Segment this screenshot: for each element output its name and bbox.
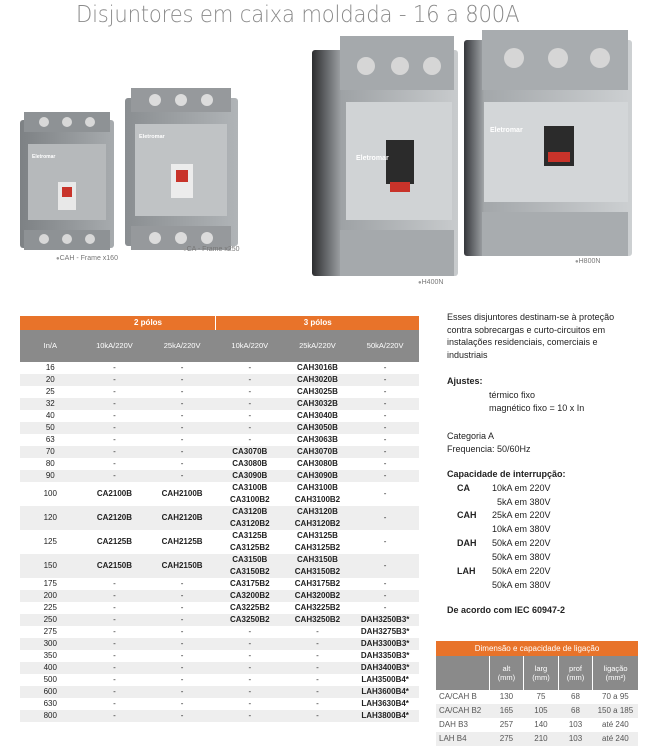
- table-row: [20, 650, 419, 662]
- cell-current: 40: [45, 411, 55, 420]
- cell-model: -: [216, 662, 284, 674]
- table-row: [20, 482, 419, 506]
- table-row: [20, 686, 419, 698]
- caption-cah: ● CAH - Frame x160: [56, 255, 118, 262]
- cell-model: -: [113, 459, 116, 468]
- cell-current: 90: [20, 470, 81, 482]
- cell-model: -: [216, 710, 284, 722]
- cell-model: -: [351, 422, 419, 434]
- cell-model: CAH3080B: [296, 459, 338, 468]
- table-row: [20, 458, 419, 470]
- cell-model: -: [81, 614, 149, 626]
- cell-current: 16: [45, 363, 55, 372]
- cell-model: -: [81, 446, 149, 458]
- cell-model: -: [113, 363, 116, 372]
- cell-model: CAH3025B: [296, 387, 338, 396]
- cap-value: 5kA em 380V: [497, 497, 551, 507]
- dim-value: 103: [568, 720, 583, 729]
- dim-value: 210: [524, 732, 559, 746]
- cell-model: -: [81, 710, 149, 722]
- cell-model: -: [248, 435, 252, 444]
- ajustes-magnetico: magnético fixo = 10 x In: [489, 403, 585, 413]
- cell-model: CA2100B: [96, 489, 132, 498]
- breaker-cah-photo: [18, 112, 116, 254]
- table-row: [20, 374, 419, 386]
- cell-model: -: [180, 699, 184, 708]
- dim-value: até 240: [593, 732, 638, 746]
- table-row: [20, 698, 419, 710]
- cell-model: CAH3125B CAH3125B2: [294, 531, 341, 552]
- table-row: [20, 578, 419, 590]
- group-2-poles: 2 pólos: [81, 316, 216, 330]
- dim-value: 150 a 185: [593, 704, 638, 718]
- cell-model: CAH3070B: [284, 446, 352, 458]
- brand-logo: Eletromar: [32, 154, 56, 160]
- cell-model: -: [316, 699, 319, 708]
- table-row: [20, 602, 419, 614]
- cell-model: CAH3175B2: [294, 579, 341, 588]
- cell-model: -: [113, 603, 116, 612]
- cell-model: DAH3350B3*: [360, 651, 410, 660]
- cell-current: 225: [43, 603, 57, 612]
- cell-model: -: [148, 398, 216, 410]
- cell-model: -: [113, 627, 116, 636]
- table-row: [20, 434, 419, 446]
- norma-text: De acordo com IEC 60947-2: [447, 605, 566, 615]
- col-header-in: In/A: [20, 330, 81, 362]
- cell-model: -: [148, 422, 216, 434]
- breaker-selection-table: [20, 316, 419, 722]
- table-row: [20, 422, 419, 434]
- cell-model: CA3080B: [232, 459, 268, 468]
- cell-model: -: [316, 675, 319, 684]
- page-title: Disjuntores em caixa moldada - 16 a 800A: [76, 2, 520, 28]
- cell-model: -: [81, 686, 149, 698]
- dim-value: 68: [558, 704, 593, 718]
- col-header-3p-10ka: 10kA/220V: [216, 330, 284, 362]
- dim-row: [436, 732, 638, 746]
- cell-model: -: [148, 638, 216, 650]
- cap-value: 50kA em 220V: [492, 538, 551, 548]
- cell-model: -: [81, 470, 149, 482]
- cell-model: -: [148, 710, 216, 722]
- cell-model: -: [248, 363, 252, 372]
- cell-model: CA3070B: [216, 446, 284, 458]
- cell-model: -: [113, 675, 116, 684]
- brand-logo: Eletromar: [356, 155, 389, 162]
- cell-model: CA3090B: [216, 470, 284, 482]
- cell-model: -: [248, 387, 252, 396]
- cell-model: CAH2120B: [148, 506, 216, 530]
- dim-header-prof: prof (mm): [558, 656, 593, 690]
- cell-model: DAH3300B3*: [351, 638, 419, 650]
- cell-model: CA3200B2: [216, 590, 284, 602]
- cell-model: CA3100B CA3100B2: [229, 483, 270, 504]
- cap-label-lah: LAH: [457, 566, 476, 576]
- cell-model: -: [351, 446, 419, 458]
- cell-model: -: [180, 411, 184, 420]
- dimensions-body: [436, 690, 638, 746]
- cell-current: 600: [20, 686, 81, 698]
- dim-value: 165: [489, 704, 524, 718]
- cell-model: CAH2125B: [161, 537, 203, 546]
- cell-model: -: [180, 651, 184, 660]
- brand-logo: Eletromar: [139, 134, 165, 140]
- cell-current: 32: [20, 398, 81, 410]
- cell-model: -: [180, 627, 184, 636]
- cell-current: 300: [20, 638, 81, 650]
- cell-model: -: [81, 662, 149, 674]
- dim-value: 257: [499, 720, 514, 729]
- col-header-2p-25ka: 25kA/220V: [148, 330, 216, 362]
- table-row: [20, 554, 419, 578]
- cell-model: CAH3090B: [284, 470, 352, 482]
- cell-model: -: [383, 537, 387, 546]
- caption-ca: ● CA - Frame x250: [183, 246, 240, 253]
- dim-value: 130: [499, 692, 514, 701]
- dim-model: CA/CAH B: [439, 692, 477, 701]
- cell-model: -: [81, 638, 149, 650]
- cell-model: CA3125B CA3125B2: [229, 531, 270, 552]
- cell-model: -: [316, 651, 319, 660]
- dim-row: [436, 718, 638, 732]
- table-row: [20, 638, 419, 650]
- table-row: [20, 410, 419, 422]
- cell-model: DAH3400B3*: [351, 662, 419, 674]
- dim-row: [436, 690, 638, 704]
- cell-model: CA3120B CA3120B2: [216, 506, 284, 530]
- cell-current: 630: [43, 699, 57, 708]
- cell-model: -: [284, 662, 352, 674]
- dim-value: até 240: [602, 720, 629, 729]
- cap-label-ca: CA: [457, 483, 470, 493]
- cell-model: -: [248, 411, 252, 420]
- ajustes-title: Ajustes:: [447, 376, 483, 386]
- dim-value: 70 a 95: [602, 692, 629, 701]
- cell-model: -: [81, 398, 149, 410]
- cap-value: 50kA em 220V: [492, 566, 551, 576]
- table-row: [20, 398, 419, 410]
- cell-model: -: [383, 603, 387, 612]
- cell-model: -: [351, 470, 419, 482]
- cell-model: -: [180, 579, 184, 588]
- table-body: [20, 362, 419, 722]
- table-row: [20, 362, 419, 374]
- cell-model: LAH3500B4*: [361, 675, 409, 684]
- cell-model: -: [180, 435, 184, 444]
- cell-current: 80: [45, 459, 55, 468]
- cell-model: CAH2100B: [161, 489, 203, 498]
- cell-current: 25: [45, 387, 55, 396]
- cell-model: -: [248, 651, 252, 660]
- cap-value: 50kA em 380V: [492, 552, 551, 562]
- breaker-ca-photo: [123, 88, 240, 251]
- cell-model: -: [351, 398, 419, 410]
- dim-header-alt: alt (mm): [489, 656, 524, 690]
- dim-value: 275: [489, 732, 524, 746]
- table-row: [20, 386, 419, 398]
- cell-model: CAH3040B: [296, 411, 338, 420]
- ajustes-termico: térmico fixo: [489, 390, 536, 400]
- cap-value: 10kA em 220V: [492, 483, 551, 493]
- cell-model: -: [148, 614, 216, 626]
- cell-model: -: [148, 374, 216, 386]
- breaker-h800n-photo: [462, 30, 634, 258]
- dim-model: CA/CAH B2: [436, 704, 489, 718]
- cell-model: CA2120B: [81, 506, 149, 530]
- description-text: Esses disjuntores destinam-se à proteção contra sobrecargas e curto-circuitos em instalações residenciais, comerciais e industriais: [447, 312, 615, 360]
- cell-model: CAH3120B CAH3120B2: [284, 506, 352, 530]
- cap-label-dah: DAH: [457, 538, 477, 548]
- dim-value: 75: [536, 692, 546, 701]
- cell-model: CAH3100B CAH3100B2: [294, 483, 341, 504]
- cap-label-cah: CAH: [457, 510, 477, 520]
- brand-logo: Eletromar: [490, 127, 523, 134]
- table-row: [20, 530, 419, 554]
- cell-model: CAH3200B2: [284, 590, 352, 602]
- cell-model: CAH2150B: [148, 554, 216, 578]
- cap-value: 10kA em 380V: [492, 524, 551, 534]
- cell-current: 350: [43, 651, 57, 660]
- cell-model: CAH3050B: [284, 422, 352, 434]
- cell-model: CAH3016B: [296, 363, 338, 372]
- cell-model: CA2150B: [81, 554, 149, 578]
- cell-model: -: [216, 686, 284, 698]
- cell-model: -: [113, 651, 116, 660]
- table-row: [20, 590, 419, 602]
- cell-model: CAH3063B: [296, 435, 338, 444]
- cell-model: -: [81, 374, 149, 386]
- cell-model: -: [148, 662, 216, 674]
- cell-model: -: [248, 675, 252, 684]
- cell-model: -: [180, 363, 184, 372]
- cell-model: -: [284, 686, 352, 698]
- cell-model: -: [113, 579, 116, 588]
- dim-model: DAH B3: [439, 720, 468, 729]
- cell-model: -: [383, 363, 387, 372]
- cell-model: CA3225B2: [229, 603, 270, 612]
- cell-current: 125: [43, 537, 57, 546]
- cell-model: -: [148, 470, 216, 482]
- cell-model: -: [248, 627, 252, 636]
- cell-model: -: [216, 398, 284, 410]
- dim-model: LAH B4: [436, 732, 489, 746]
- cell-current: 800: [20, 710, 81, 722]
- cell-model: LAH3800B4*: [351, 710, 419, 722]
- cell-current: 175: [43, 579, 57, 588]
- caption-h400n: ● H400N: [418, 279, 443, 286]
- cell-model: -: [351, 590, 419, 602]
- cell-model: -: [383, 387, 387, 396]
- cell-model: CA3175B2: [229, 579, 270, 588]
- cell-model: -: [383, 411, 387, 420]
- cell-model: -: [113, 411, 116, 420]
- table-row: [20, 674, 419, 686]
- cell-model: -: [383, 435, 387, 444]
- cell-model: DAH3275B3*: [360, 627, 410, 636]
- cell-model: -: [351, 554, 419, 578]
- table-row: [20, 506, 419, 530]
- cell-model: -: [113, 699, 116, 708]
- dim-value: 105: [524, 704, 559, 718]
- col-header-3p-25ka: 25kA/220V: [284, 330, 352, 362]
- cell-model: CAH3032B: [284, 398, 352, 410]
- cap-value: 25kA em 220V: [492, 510, 551, 520]
- cell-model: -: [180, 387, 184, 396]
- cell-model: -: [148, 446, 216, 458]
- cell-current: 63: [45, 435, 55, 444]
- dim-header-larg: larg (mm): [524, 656, 559, 690]
- cell-model: -: [113, 387, 116, 396]
- table-row: [20, 626, 419, 638]
- cell-model: -: [216, 638, 284, 650]
- cell-model: LAH3630B4*: [361, 699, 409, 708]
- cell-model: -: [284, 710, 352, 722]
- cap-value: 50kA em 380V: [492, 580, 551, 590]
- cell-current: 250: [20, 614, 81, 626]
- cell-model: -: [351, 506, 419, 530]
- cell-model: -: [148, 590, 216, 602]
- cell-current: 100: [43, 489, 57, 498]
- table-row: [20, 470, 419, 482]
- group-3-poles: 3 pólos: [216, 316, 419, 330]
- cell-current: 400: [20, 662, 81, 674]
- dim-value: 103: [558, 732, 593, 746]
- dim-value: 68: [571, 692, 580, 701]
- table-row: [20, 710, 419, 722]
- table-row: [20, 614, 419, 626]
- cell-model: -: [180, 459, 184, 468]
- cell-current: 20: [20, 374, 81, 386]
- cell-model: -: [81, 590, 149, 602]
- dimensions-title: Dimensão e capacidade de ligação: [436, 641, 638, 656]
- cell-current: 500: [43, 675, 57, 684]
- col-header-3p-50ka: 50kA/220V: [351, 330, 419, 362]
- cell-model: -: [383, 459, 387, 468]
- dim-header-ligacao: ligação (mm²): [593, 656, 638, 690]
- cell-model: CAH3150B CAH3150B2: [284, 554, 352, 578]
- table-row: [20, 662, 419, 674]
- breaker-h400n-photo: [310, 36, 460, 279]
- cell-model: -: [383, 489, 387, 498]
- col-header-2p-10ka: 10kA/220V: [81, 330, 149, 362]
- cell-model: CA3250B2: [216, 614, 284, 626]
- dim-row: [436, 704, 638, 718]
- cell-model: -: [180, 675, 184, 684]
- cell-model: LAH3600B4*: [351, 686, 419, 698]
- cell-current: 50: [20, 422, 81, 434]
- cell-model: CAH3225B2: [294, 603, 341, 612]
- cell-model: -: [216, 374, 284, 386]
- table-row: [20, 446, 419, 458]
- cell-current: 275: [43, 627, 57, 636]
- caption-h800n: ● H800N: [575, 258, 600, 265]
- cell-model: -: [351, 374, 419, 386]
- frequencia-text: Frequencia: 50/60Hz: [447, 444, 531, 454]
- cell-model: -: [148, 686, 216, 698]
- cell-model: -: [316, 627, 319, 636]
- cell-current: 150: [20, 554, 81, 578]
- cell-model: CAH3020B: [284, 374, 352, 386]
- cell-current: 70: [20, 446, 81, 458]
- cell-model: CA3150B CA3150B2: [216, 554, 284, 578]
- cell-model: CAH3250B2: [284, 614, 352, 626]
- cell-model: -: [216, 422, 284, 434]
- cell-model: CA2125B: [96, 537, 132, 546]
- cell-current: 200: [20, 590, 81, 602]
- capacidade-title: Capacidade de interrupção:: [447, 469, 566, 479]
- cell-model: -: [180, 603, 184, 612]
- cell-model: -: [284, 638, 352, 650]
- categoria-text: Categoria A: [447, 431, 495, 441]
- cell-current: 120: [20, 506, 81, 530]
- dim-value: 140: [534, 720, 548, 729]
- cell-model: DAH3250B3*: [351, 614, 419, 626]
- cell-model: -: [113, 435, 116, 444]
- dimensions-table: [436, 641, 638, 746]
- cell-model: -: [383, 579, 387, 588]
- cell-model: -: [81, 422, 149, 434]
- cell-model: -: [248, 699, 252, 708]
